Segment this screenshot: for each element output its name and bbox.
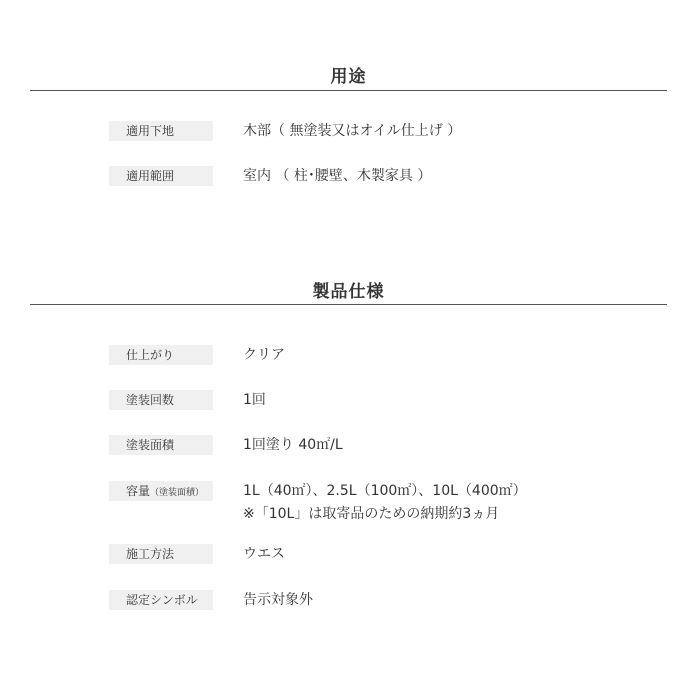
capacity-note: ※「10L」は取寄品のための納期約3ヵ月 bbox=[243, 506, 500, 522]
spec-divider bbox=[30, 304, 667, 305]
row-label: 塗装回数 bbox=[109, 390, 213, 410]
usage-section-title: 用途 bbox=[330, 67, 367, 87]
row-label bbox=[109, 481, 213, 501]
row-value: 木部（ 無塗装又はオイル仕上げ ） bbox=[243, 123, 462, 139]
row-label: 塗装面積 bbox=[109, 435, 213, 455]
row-label-sub: （塗装面積） bbox=[150, 488, 205, 498]
row-label: 認定シンボル bbox=[109, 590, 213, 610]
row-label: 適用下地 bbox=[109, 121, 213, 141]
usage-divider bbox=[30, 90, 667, 91]
row-value: 1回塗り 40㎡/L bbox=[243, 437, 343, 453]
row-label-main: 容量 bbox=[126, 484, 151, 498]
row-value: クリア bbox=[243, 347, 285, 363]
spec-section-title: 製品仕様 bbox=[312, 282, 385, 302]
row-value: 告示対象外 bbox=[243, 592, 313, 608]
capacity-value: 1L（40㎡）、2.5L（100㎡）、10L（400㎡） bbox=[243, 483, 527, 499]
row-value: 1回 bbox=[243, 392, 266, 408]
row-value bbox=[243, 481, 527, 527]
row-label: 施工方法 bbox=[109, 544, 213, 564]
row-label: 仕上がり bbox=[109, 345, 213, 365]
row-value: ウエス bbox=[243, 546, 285, 562]
row-value: 室内 （ 柱･腰壁、木製家具 ） bbox=[243, 168, 432, 184]
row-label: 適用範囲 bbox=[109, 166, 213, 186]
